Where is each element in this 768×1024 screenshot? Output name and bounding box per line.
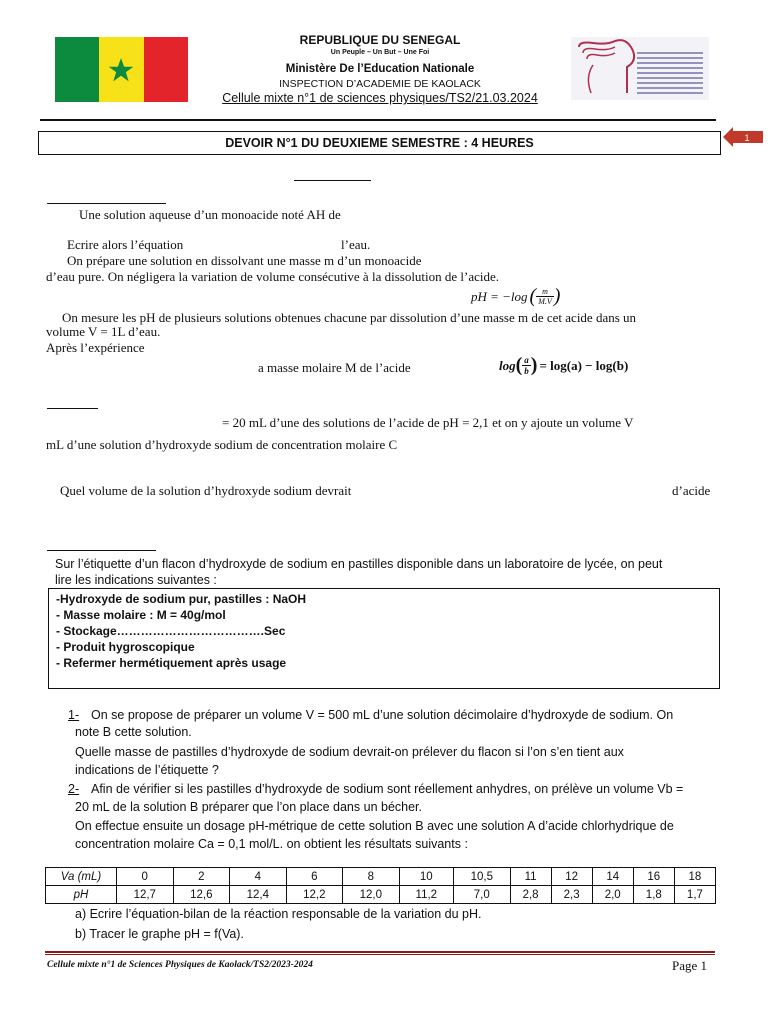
exam-title: DEVOIR N°1 DU DEUXIEME SEMESTRE : 4 HEURES bbox=[38, 131, 721, 155]
table-cell-va: 12 bbox=[551, 868, 592, 886]
table-header-ph: pH bbox=[46, 886, 117, 904]
page-marker-number: 1 bbox=[744, 133, 750, 143]
table-row bbox=[46, 886, 716, 904]
label-line-3: - Stockage……………………………….Sec bbox=[56, 624, 286, 638]
table-cell-va: 8 bbox=[343, 868, 400, 886]
log-formula: log ( $\frac{a}{b}$ ) = log(a) − log(b) bbox=[499, 354, 629, 376]
ministry-name: Ministère De l’Education Nationale bbox=[285, 63, 475, 75]
table-cell-va: 11 bbox=[510, 868, 551, 886]
exercise-1-line-6: volume V = 1L d’eau. bbox=[46, 324, 161, 339]
question-b: b) Tracer le graphe pH = f(Va). bbox=[75, 927, 244, 941]
table-cell-va: 18 bbox=[674, 868, 715, 886]
star-icon bbox=[108, 57, 134, 83]
table-cell-ph: 2,0 bbox=[592, 886, 633, 904]
country-name: REPUBLIQUE DU SENEGAL bbox=[299, 33, 461, 47]
ph-formula-numerator: m bbox=[542, 287, 548, 296]
national-motto: Un Peuple – Un But – Une Foi bbox=[330, 49, 430, 56]
label-line-1: -Hydroxyde de sodium pur, pastilles : NaOH bbox=[56, 592, 307, 606]
ph-formula: pH = −log ( $\frac{m}{M.V}$ ) bbox=[471, 285, 561, 307]
table-cell-ph: 11,2 bbox=[399, 886, 453, 904]
question-1-line-3: Quelle masse de pastilles d’hydroxyde de sodium devrait-on prélever du flacon si l’on s’en tient aux bbox=[75, 745, 624, 759]
table-cell-ph: 12,0 bbox=[343, 886, 400, 904]
senegal-flag bbox=[55, 37, 188, 102]
table-cell-ph: 12,7 bbox=[117, 886, 174, 904]
question-2-line-2: 20 mL de la solution B préparer que l’on place dans un bécher. bbox=[75, 800, 422, 814]
label-box bbox=[48, 588, 720, 689]
exercise-1-line-2a: Ecrire alors l’équation bbox=[67, 237, 184, 252]
log-formula-denominator: b bbox=[524, 366, 529, 376]
table-cell-ph: 12,6 bbox=[173, 886, 230, 904]
academy-logo bbox=[571, 37, 709, 100]
table-cell-ph: 12,2 bbox=[286, 886, 343, 904]
exercise-1-line-3: On prépare une solution en dissolvant une masse m d’un monoacide bbox=[67, 253, 422, 268]
exercise-1-line-11a: Quel volume de la solution d’hydroxyde sodium devrait bbox=[60, 483, 352, 498]
question-2-line-4: concentration molaire Ca = 0,1 mol/L. on obtient les résultats suivants : bbox=[75, 837, 468, 851]
question-1-line-4: indications de l’étiquette ? bbox=[75, 763, 219, 777]
table-cell-ph: 2,8 bbox=[510, 886, 551, 904]
label-line-4: - Produit hygroscopique bbox=[56, 640, 195, 654]
log-formula-rhs: = log(a) − log(b) bbox=[539, 357, 629, 373]
question-1-line-1: On se propose de préparer un volume V = 500 mL d’une solution décimolaire d’hydroxyde de sodium. On bbox=[91, 708, 674, 722]
table-cell-ph: 2,3 bbox=[551, 886, 592, 904]
table-cell-va: 6 bbox=[286, 868, 343, 886]
exercise-2-intro-1: Sur l’étiquette d’un flacon d’hydroxyde de sodium en pastilles disponible dans un laboratoire de lycée, on peut bbox=[55, 557, 663, 571]
table-cell-va: 0 bbox=[117, 868, 174, 886]
section-underline bbox=[294, 180, 371, 181]
table-cell-ph: 12,4 bbox=[230, 886, 287, 904]
cellule-reference: Cellule mixte n°1 de sciences physiques/TS2/21.03.2024 bbox=[222, 91, 538, 105]
exercise-1-line-7: Après l’expérience bbox=[46, 340, 145, 355]
exercise-1-line-11b: d’acide bbox=[672, 483, 711, 498]
exercise-1-line-10: mL d’une solution d’hydroxyde sodium de concentration molaire C bbox=[46, 437, 398, 452]
exercise-1-line-8: a masse molaire M de l’acide bbox=[258, 360, 411, 375]
header-divider bbox=[40, 119, 716, 121]
log-formula-numerator: a bbox=[524, 355, 529, 365]
page-marker bbox=[723, 125, 763, 149]
table-cell-va: 16 bbox=[633, 868, 674, 886]
table-row bbox=[46, 868, 716, 886]
exercise-1-underline bbox=[47, 203, 166, 204]
table-cell-va: 2 bbox=[173, 868, 230, 886]
table-cell-va: 4 bbox=[230, 868, 287, 886]
exercise-1-line-1: Une solution aqueuse d’un monoacide noté AH de bbox=[79, 207, 341, 222]
exercise-2-underline bbox=[47, 550, 156, 551]
table-header-va: Va (mL) bbox=[46, 868, 117, 886]
footer-divider-thin bbox=[45, 954, 715, 955]
label-line-5: - Refermer hermétiquement après usage bbox=[56, 656, 287, 670]
part-2-underline bbox=[47, 408, 98, 409]
log-formula-lhs: log bbox=[499, 357, 516, 373]
exercise-1-line-4: d’eau pure. On négligera la variation de volume consécutive à la dissolution de l’acide. bbox=[46, 269, 500, 284]
exercise-2-intro-2: lire les indications suivantes : bbox=[55, 573, 217, 587]
exercise-1-line-9: = 20 mL d’une des solutions de l’acide de pH = 2,1 et on y ajoute un volume V bbox=[222, 415, 634, 430]
page-number: Page 1 bbox=[672, 958, 708, 973]
question-a: a) Ecrire l’équation-bilan de la réaction responsable de la variation du pH. bbox=[75, 907, 482, 921]
exercise-1-line-5: On mesure les pH de plusieurs solutions obtenues chacune par dissolution d’une masse m de cet acide dans un bbox=[62, 310, 637, 325]
inspection-name: INSPECTION D’ACADEMIE DE KAOLACK bbox=[279, 78, 481, 90]
ph-formula-lhs: pH = −log bbox=[471, 288, 528, 304]
label-line-2: - Masse molaire : M = 40g/mol bbox=[56, 608, 226, 622]
table-cell-va: 10 bbox=[399, 868, 453, 886]
ph-formula-denominator: M.V bbox=[538, 297, 552, 306]
question-1-line-2: note B cette solution. bbox=[75, 725, 192, 739]
footer-reference: Cellule mixte n°1 de Sciences Physiques de Kaolack/TS2/2023-2024 bbox=[47, 960, 313, 970]
results-table bbox=[45, 867, 716, 904]
table-cell-va: 14 bbox=[592, 868, 633, 886]
question-2-line-3: On effectue ensuite un dosage pH-métrique de cette solution B avec une solution A d’acide chlorhydrique de bbox=[75, 819, 674, 833]
table-cell-va: 10,5 bbox=[454, 868, 511, 886]
question-1-number: 1- bbox=[68, 708, 80, 722]
question-2-line-1: Afin de vérifier si les pastilles d’hydroxyde de sodium sont réellement anhydres, on prélève un volume Vb = bbox=[91, 782, 684, 796]
exercise-1-line-2b: l’eau. bbox=[341, 237, 371, 252]
question-2-number: 2- bbox=[68, 782, 80, 796]
table-cell-ph: 1,8 bbox=[633, 886, 674, 904]
table-cell-ph: 1,7 bbox=[674, 886, 715, 904]
table-cell-ph: 7,0 bbox=[454, 886, 511, 904]
footer-divider bbox=[45, 951, 715, 953]
